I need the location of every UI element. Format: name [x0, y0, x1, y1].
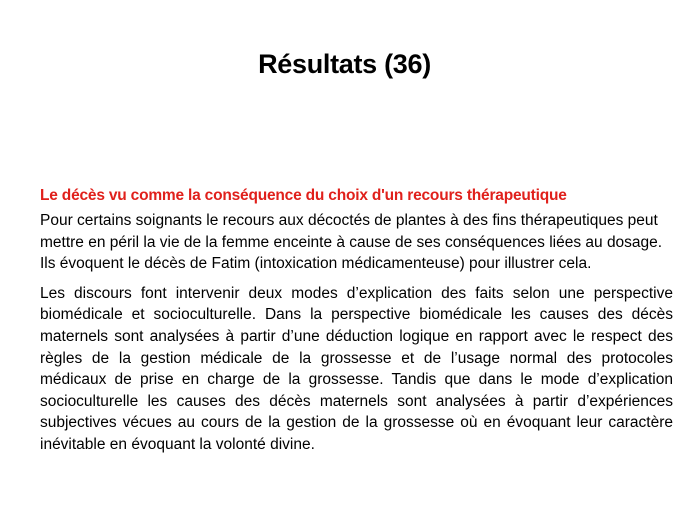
body-paragraph-1: Pour certains soignants le recours aux décoctés de plantes à des fins thérapeutiques peut mettre en péril la vie de la femme enceinte à cause de ses conséquences liées au dosage. Ils évoquent le décès de Fatim (intoxication médicamenteuse) pour illustrer cela. [40, 212, 663, 273]
body-paragraph-2: Les discours font intervenir deux modes d’explication des faits selon une perspective biomédicale et socioculturelle. Dans la perspective biomédicale les causes des décès maternels sont analysées à partir d’une déduction logique en rapport avec le respect des règles de la gestion médicale de la grossesse et de l’usage normal des protocoles médicaux de prise en charge de la grossesse. Tandis que dans le mode d’explication socioculturelle les causes des décès maternels sont analysées à partir d’expériences subjectives vécues au cours de la gestion de la grossesse où en évoquant leur caractère inévitable en évoquant la volonté divine. [40, 284, 673, 453]
slide-title: Résultats (36) [258, 49, 431, 79]
section-subheading: Le décès vu comme la conséquence du choix d'un recours thérapeutique [40, 187, 567, 204]
slide-body [40, 185, 673, 456]
